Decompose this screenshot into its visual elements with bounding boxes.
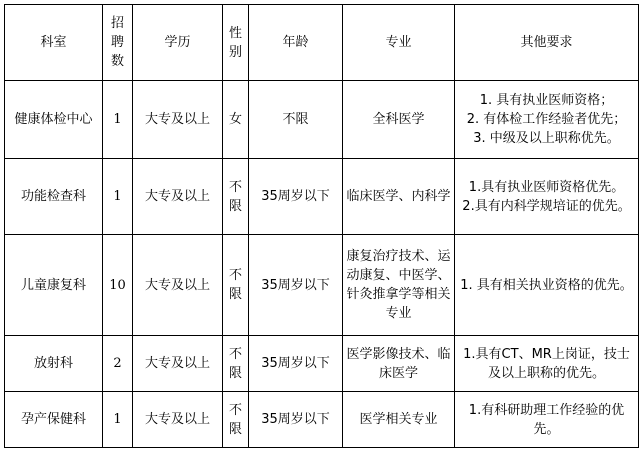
table-row: [5, 235, 639, 336]
requirement-line: 2.具有内科学规培证的优先。: [462, 198, 631, 214]
cell-age: 35周岁以下: [249, 336, 343, 392]
table-row: [5, 159, 639, 235]
requirement-line: 1. 具有相关执业资格的优先。: [460, 277, 633, 293]
cell-education: 大专及以上: [133, 159, 223, 235]
requirement-line: 3. 中级及以上职称优先。: [473, 131, 620, 146]
table-row: [5, 336, 639, 392]
table-row: [5, 81, 639, 159]
requirement-line: 1.具有CT、MR上岗证，技士及以上职称的优先。: [463, 346, 630, 381]
header-department: 科室: [5, 5, 103, 81]
header-gender-text: 性别: [228, 25, 242, 60]
cell-requirements: [455, 235, 639, 336]
cell-department: 功能检查科: [5, 159, 103, 235]
cell-age: 35周岁以下: [249, 235, 343, 336]
cell-gender: 不限: [223, 159, 249, 235]
cell-major: 医学影像技术、临床医学: [343, 336, 455, 392]
recruitment-table: [4, 4, 639, 448]
header-education: 学历: [133, 5, 223, 81]
cell-education: 大专及以上: [133, 81, 223, 159]
header-count-text: 招聘数: [110, 16, 124, 69]
cell-age: 不限: [249, 81, 343, 159]
cell-age: 35周岁以下: [249, 392, 343, 448]
cell-gender: 不限: [223, 235, 249, 336]
header-row: [5, 5, 639, 81]
requirement-line: 1.有科研助理工作经验的优先。: [468, 402, 625, 437]
header-count: [103, 5, 133, 81]
cell-education: 大专及以上: [133, 392, 223, 448]
header-major: 专业: [343, 5, 455, 81]
cell-department: 儿童康复科: [5, 235, 103, 336]
cell-major: 临床医学、内科学: [343, 159, 455, 235]
cell-count: 10: [103, 235, 133, 336]
header-age: 年龄: [249, 5, 343, 81]
table-row: [5, 392, 639, 448]
cell-education: 大专及以上: [133, 336, 223, 392]
cell-age: 35周岁以下: [249, 159, 343, 235]
requirement-line: 1.具有执业医师资格优先。: [468, 179, 625, 195]
cell-count: 2: [103, 336, 133, 392]
cell-education: 大专及以上: [133, 235, 223, 336]
requirement-line: 1. 具有执业医师资格；: [479, 93, 614, 108]
cell-major: 医学相关专业: [343, 392, 455, 448]
cell-gender: 不限: [223, 336, 249, 392]
header-requirements: 其他要求: [455, 5, 639, 81]
cell-count: 1: [103, 159, 133, 235]
cell-major: 康复治疗技术、运动康复、中医学、针灸推拿学等相关专业: [343, 235, 455, 336]
cell-requirements: [455, 81, 639, 159]
cell-count: 1: [103, 392, 133, 448]
header-gender: [223, 5, 249, 81]
cell-gender: 不限: [223, 392, 249, 448]
cell-department: 孕产保健科: [5, 392, 103, 448]
cell-department: 健康体检中心: [5, 81, 103, 159]
requirement-line: 2. 有体检工作经验者优先；: [466, 112, 627, 127]
cell-requirements: [455, 159, 639, 235]
cell-requirements: [455, 392, 639, 448]
cell-count: 1: [103, 81, 133, 159]
cell-major: 全科医学: [343, 81, 455, 159]
cell-gender: 女: [223, 81, 249, 159]
cell-requirements: [455, 336, 639, 392]
cell-department: 放射科: [5, 336, 103, 392]
